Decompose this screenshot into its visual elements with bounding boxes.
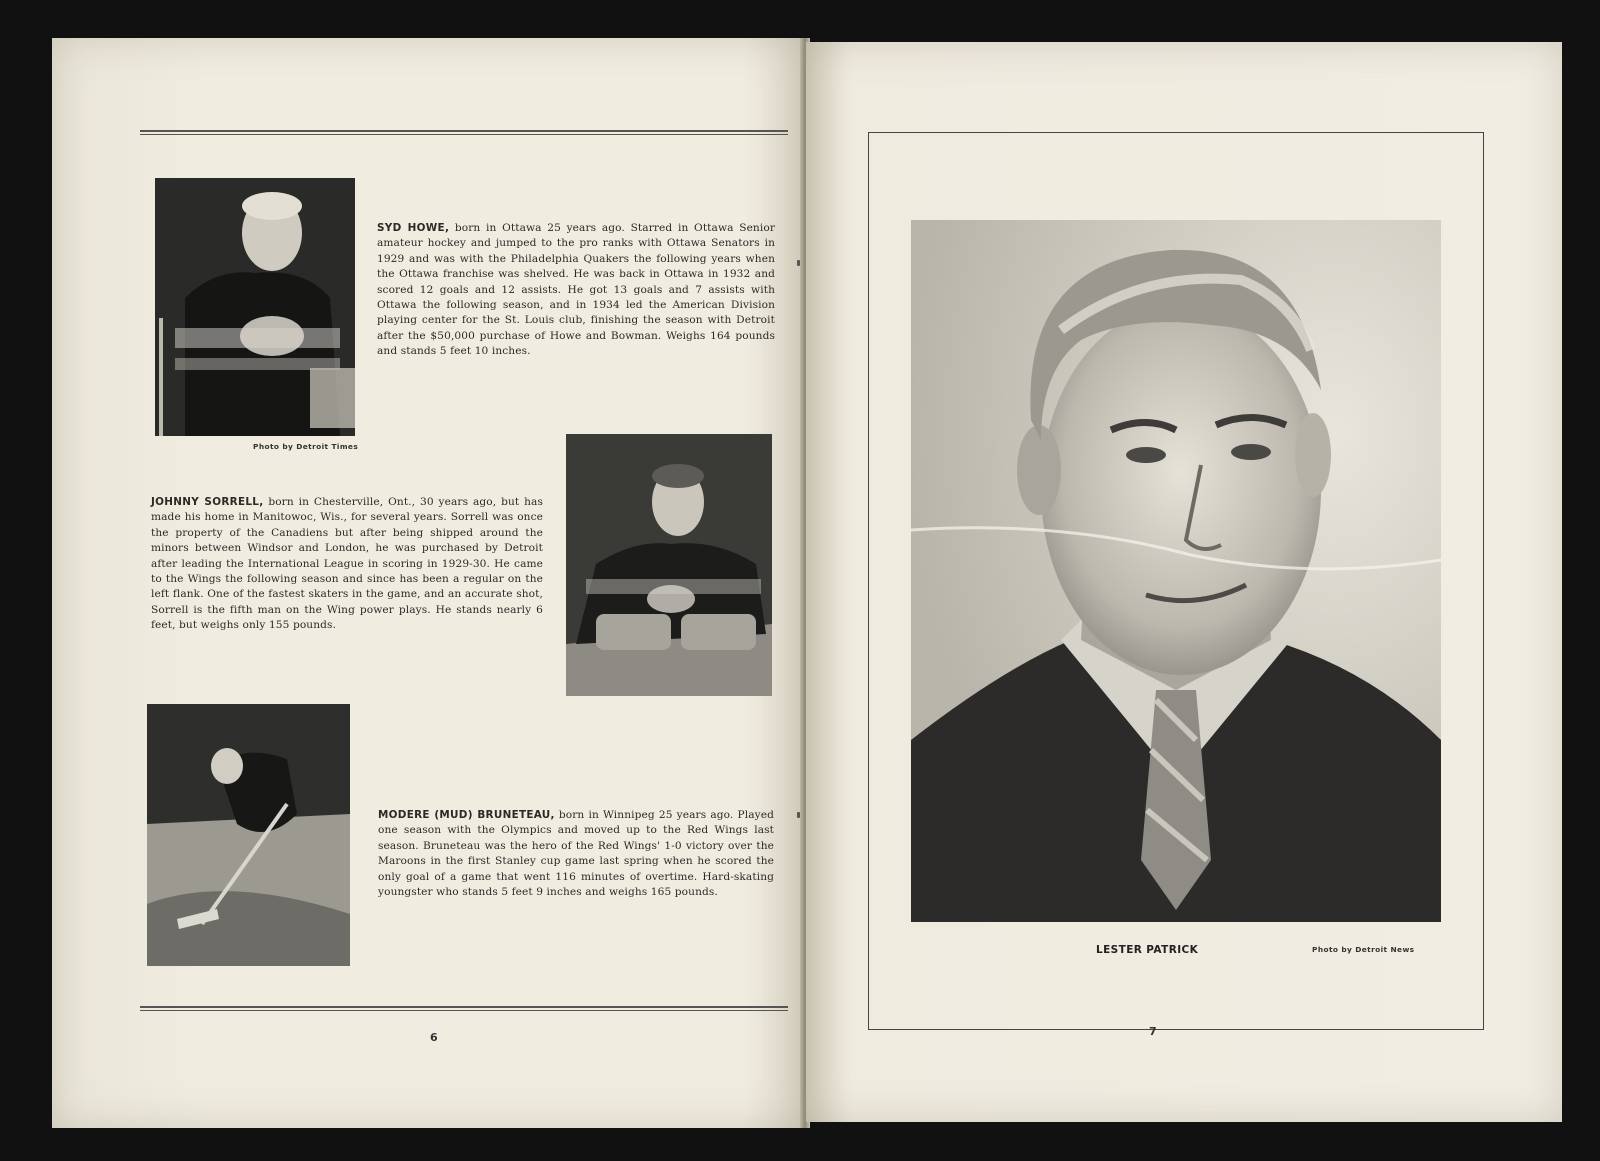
portrait-photo-credit: Photo by Detroit News <box>1312 945 1415 954</box>
mud-bruneteau-text: born in Winnipeg 25 years ago. Played one season with the Olympics and moved up to the Red Wings last season. Bruneteau was the hero of the Red Wings' 1-0 victory over the Maroons in the first Stanley cup game last spring when he scored the only goal of a game that went 116 minutes of overtime. Hard-skating youngster who stands 5 feet 9 inches and weighs 165 pounds. <box>378 809 774 899</box>
johnny-sorrell-photo <box>566 434 772 696</box>
johnny-sorrell-text: born in Chesterville, Ont., 30 years ago, but has made his home in Manitowoc, Wis., for several years. Sorrell was once the property of the Canadiens but after being shipped around the minors between Windsor and London, he was purchased by Detroit after leading the International League in scoring in 1929-30. He came to the Wings the following season and since has been a regular on the left flank. One of the fastest skaters in the game, and an accurate shot, Sorrell is the fifth man on the Wing power plays. He stands nearly 6 feet, but weighs only 155 pounds. <box>151 496 544 632</box>
portrait-caption: LESTER PATRICK <box>1096 944 1199 956</box>
staple-top <box>797 260 800 266</box>
top-rule <box>140 130 788 135</box>
johnny-sorrell-name: JOHNNY SORRELL, <box>151 496 264 508</box>
left-page <box>52 38 804 1128</box>
mud-bruneteau-name: MODERE (MUD) BRUNETEAU, <box>378 809 555 821</box>
syd-howe-text: born in Ottawa 25 years ago. Starred in Ottawa Senior amateur hockey and jumped to the pro ranks with Ottawa Senators in 1929 and was with the Philadelphia Quakers the following years when the Ottawa franchise was shelved. He was back in Ottawa in 1932 and scored 12 goals and 12 assists. He got 13 goals and 7 assists with Ottawa the following season, and in 1934 led the American Division playing center for the St. Louis club, finishing the season with Detroit after the $50,000 purchase of Howe and Bowman. Weighs 164 pounds and stands 5 feet 10 inches. <box>377 222 775 358</box>
right-page <box>806 42 1562 1122</box>
johnny-sorrell-bio <box>151 495 543 634</box>
mud-bruneteau-bio <box>378 808 774 900</box>
mud-bruneteau-photo <box>147 704 350 966</box>
syd-howe-name: SYD HOWE, <box>377 222 450 234</box>
syd-howe-bio <box>377 221 775 360</box>
page-number-left: 6 <box>430 1031 438 1044</box>
staple-bottom <box>797 812 800 818</box>
syd-howe-photo <box>155 178 355 436</box>
lester-patrick-portrait <box>911 220 1441 922</box>
bottom-rule <box>140 1006 788 1011</box>
page-number-right: 7 <box>1149 1025 1157 1038</box>
syd-howe-photo-credit: Photo by Detroit Times <box>253 442 359 451</box>
